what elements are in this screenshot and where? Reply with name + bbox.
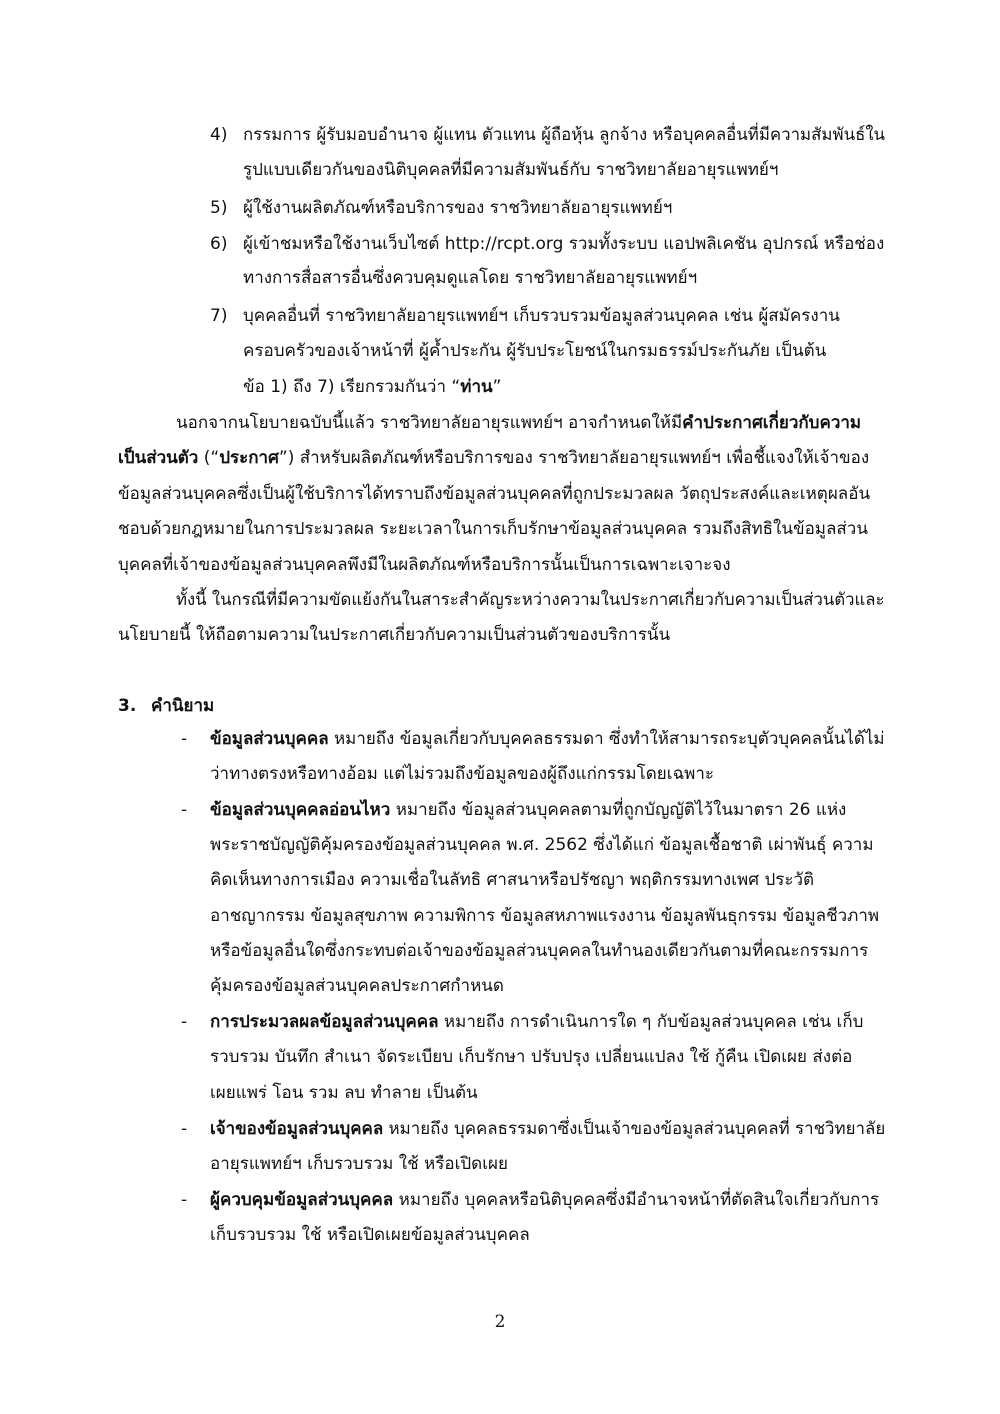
section-3-title: คำนิยาม (151, 696, 215, 716)
paragraph-1-line-3: ข้อมูลส่วนบุคคลซึ่งเป็นผู้ใช้บริการได้ทราบถึงข้อมูลส่วนบุคคลที่ถูกประมวลผล วัตถุประสงค์และเหตุผลอัน (118, 484, 871, 504)
definition-3-line-1 (210, 1010, 863, 1034)
section-3-number: 3. (118, 696, 137, 716)
list-item-4-line-1: กรรมการ ผู้รับมอบอำนาจ ผู้แทน ตัวแทน ผู้ถือหุ้น ลูกจ้าง หรือบุคคลอื่นที่มีความสัมพันธ์ใน (243, 125, 886, 145)
definition-3-text: หมายถึง การดำเนินการใด ๆ กับข้อมูลส่วนบุคคล เช่น เก็บ (438, 1012, 864, 1032)
definition-5-line-1 (210, 1188, 879, 1212)
definition-1-line-2: ว่าทางตรงหรือทางอ้อม แต่ไม่รวมถึงข้อมูลของผู้ถึงแก่กรรมโดยเฉพาะ (210, 764, 715, 784)
list-number-4: 4) (210, 125, 228, 145)
definition-5-line-2: เก็บรวบรวม ใช้ หรือเปิดเผยข้อมูลส่วนบุคคล (210, 1225, 530, 1245)
definition-4-bullet: - (181, 1119, 188, 1139)
definition-5-bullet: - (181, 1190, 188, 1210)
list-item-4-line-2: รูปแบบเดียวกันของนิติบุคคลที่มีความสัมพันธ์กับ ราชวิทยาลัยอายุรแพทย์ฯ (243, 160, 779, 180)
paragraph-1-line-2-bold-1: เป็นส่วนตัว (118, 448, 199, 468)
definition-1-line-1 (210, 727, 885, 751)
definition-2-term: ข้อมูลส่วนบุคคลอ่อนไหว (210, 800, 391, 820)
paragraph-1-line-1-bold: คำประกาศเกี่ยวกับความ (682, 413, 862, 433)
definition-2-line-3: คิดเห็นทางการเมือง ความเชื่อในลัทธิ ศาสนาหรือปรัชญา พฤติกรรมทางเพศ ประวัติ (210, 870, 815, 890)
definition-3-line-3: เผยแพร่ โอน รวม ลบ ทำลาย เป็นต้น (210, 1083, 478, 1103)
list-item-7-line-1: บุคคลอื่นที่ ราชวิทยาลัยอายุรแพทย์ฯ เก็บรวบรวมข้อมูลส่วนบุคคล เช่น ผู้สมัครงาน (243, 306, 840, 326)
paragraph-1-line-1-text: นอกจากนโยบายฉบับนี้แล้ว ราชวิทยาลัยอายุรแพทย์ฯ อาจกำหนดให้มี (176, 413, 683, 433)
definition-2-line-4: อาชญากรรม ข้อมูลสุขภาพ ความพิการ ข้อมูลสหภาพแรงงาน ข้อมูลพันธุกรรม ข้อมูลชีวภาพ (210, 906, 880, 926)
definition-4-text: หมายถึง บุคคลธรรมดาซึ่งเป็นเจ้าของข้อมูลส่วนบุคคลที่ ราชวิทยาลัย (383, 1119, 886, 1139)
paragraph-1-line-2 (118, 446, 869, 470)
paragraph-1-line-2-bold-2: ประกาศ (219, 448, 279, 468)
definition-3-term: การประมวลผลข้อมูลส่วนบุคคล (210, 1012, 439, 1032)
definition-4-line-1 (210, 1117, 885, 1141)
definition-3-bullet: - (181, 1012, 188, 1032)
definition-2-line-6: คุ้มครองข้อมูลส่วนบุคคลประกาศกำหนด (210, 976, 504, 996)
paragraph-1-line-4: ชอบด้วยกฎหมายในการประมวลผล ระยะเวลาในการเก็บรักษาข้อมูลส่วนบุคคล รวมถึงสิทธิในข้อมูลส่วน (118, 519, 868, 539)
list-item-5-line-1: ผู้ใช้งานผลิตภัณฑ์หรือบริการของ ราชวิทยาลัยอายุรแพทย์ฯ (243, 198, 673, 218)
definition-5-term: ผู้ควบคุมข้อมูลส่วนบุคคล (210, 1190, 394, 1210)
page-number: 2 (494, 1312, 506, 1332)
definition-2-line-5: หรือข้อมูลอื่นใดซึ่งกระทบต่อเจ้าของข้อมูลส่วนบุคคลในทำนองเดียวกันตามที่คณะกรรมการ (210, 941, 869, 961)
paragraph-2-line-2: นโยบายนี้ ให้ถือตามความในประกาศเกี่ยวกับความเป็นส่วนตัวของบริการนั้น (118, 625, 671, 645)
definition-2-bullet: - (181, 800, 188, 820)
paragraph-1-line-5: บุคคลที่เจ้าของข้อมูลส่วนบุคคลพึงมีในผลิตภัณฑ์หรือบริการนั้นเป็นการเฉพาะเจาะจง (118, 555, 731, 575)
list-number-7: 7) (210, 306, 228, 326)
list-number-5: 5) (210, 198, 228, 218)
definition-1-term: ข้อมูลส่วนบุคคล (210, 729, 329, 749)
definition-5-text: หมายถึง บุคคลหรือนิติบุคคลซึ่งมีอำนาจหน้าที่ตัดสินใจเกี่ยวกับการ (393, 1190, 880, 1210)
list-item-6-line-1: ผู้เข้าชมหรือใช้งานเว็บไซต์ http://rcpt.org รวมทั้งระบบ แอปพลิเคชัน อุปกรณ์ หรือช่อง (243, 234, 885, 254)
paragraph-1-line-1 (176, 411, 861, 435)
definition-4-line-2: อายุรแพทย์ฯ เก็บรวบรวม ใช้ หรือเปิดเผย (210, 1154, 508, 1174)
list-summary-prefix: ข้อ 1) ถึง 7) เรียกรวมกันว่า “ (243, 377, 461, 397)
definition-2-text: หมายถึง ข้อมูลส่วนบุคคลตามที่ถูกบัญญัติไว้ในมาตรา 26 แห่ง (390, 800, 847, 820)
definition-3-line-2: รวบรวม บันทึก สำเนา จัดระเบียบ เก็บรักษา ปรับปรุง เปลี่ยนแปลง ใช้ กู้คืน เปิดเผย ส่งต่อ (210, 1047, 853, 1067)
paragraph-1-line-2-text-2: ”) สำหรับผลิตภัณฑ์หรือบริการของ ราชวิทยาลัยอายุรแพทย์ฯ เพื่อชี้แจงให้เจ้าของ (278, 448, 870, 468)
list-summary (243, 375, 501, 399)
list-summary-term: ท่าน (460, 377, 493, 397)
paragraph-1-line-2-text-1: (“ (198, 448, 220, 468)
definition-1-bullet: - (181, 729, 188, 749)
paragraph-2-line-1: ทั้งนี้ ในกรณีที่มีความขัดแย้งกันในสาระสำคัญระหว่างความในประกาศเกี่ยวกับความเป็นส่วนตัวและ (176, 590, 885, 610)
definition-2-line-2: พระราชบัญญัติคุ้มครองข้อมูลส่วนบุคคล พ.ศ. 2562 ซึ่งได้แก่ ข้อมูลเชื้อชาติ เผ่าพันธุ์ ความ (210, 835, 874, 855)
definition-4-term: เจ้าของข้อมูลส่วนบุคคล (210, 1119, 384, 1139)
definition-1-text: หมายถึง ข้อมูลเกี่ยวกับบุคคลธรรมดา ซึ่งทำให้สามารถระบุตัวบุคคลนั้นได้ไม่ (328, 729, 885, 749)
list-item-7-line-2: ครอบครัวของเจ้าหน้าที่ ผู้ค้ำประกัน ผู้รับประโยชน์ในกรมธรรม์ประกันภัย เป็นต้น (243, 341, 827, 361)
list-item-6-line-2: ทางการสื่อสารอื่นซึ่งควบคุมดูแลโดย ราชวิทยาลัยอายุรแพทย์ฯ (243, 268, 698, 288)
list-summary-suffix: ” (492, 377, 502, 397)
list-number-6: 6) (210, 234, 228, 254)
definition-2-line-1 (210, 798, 846, 822)
